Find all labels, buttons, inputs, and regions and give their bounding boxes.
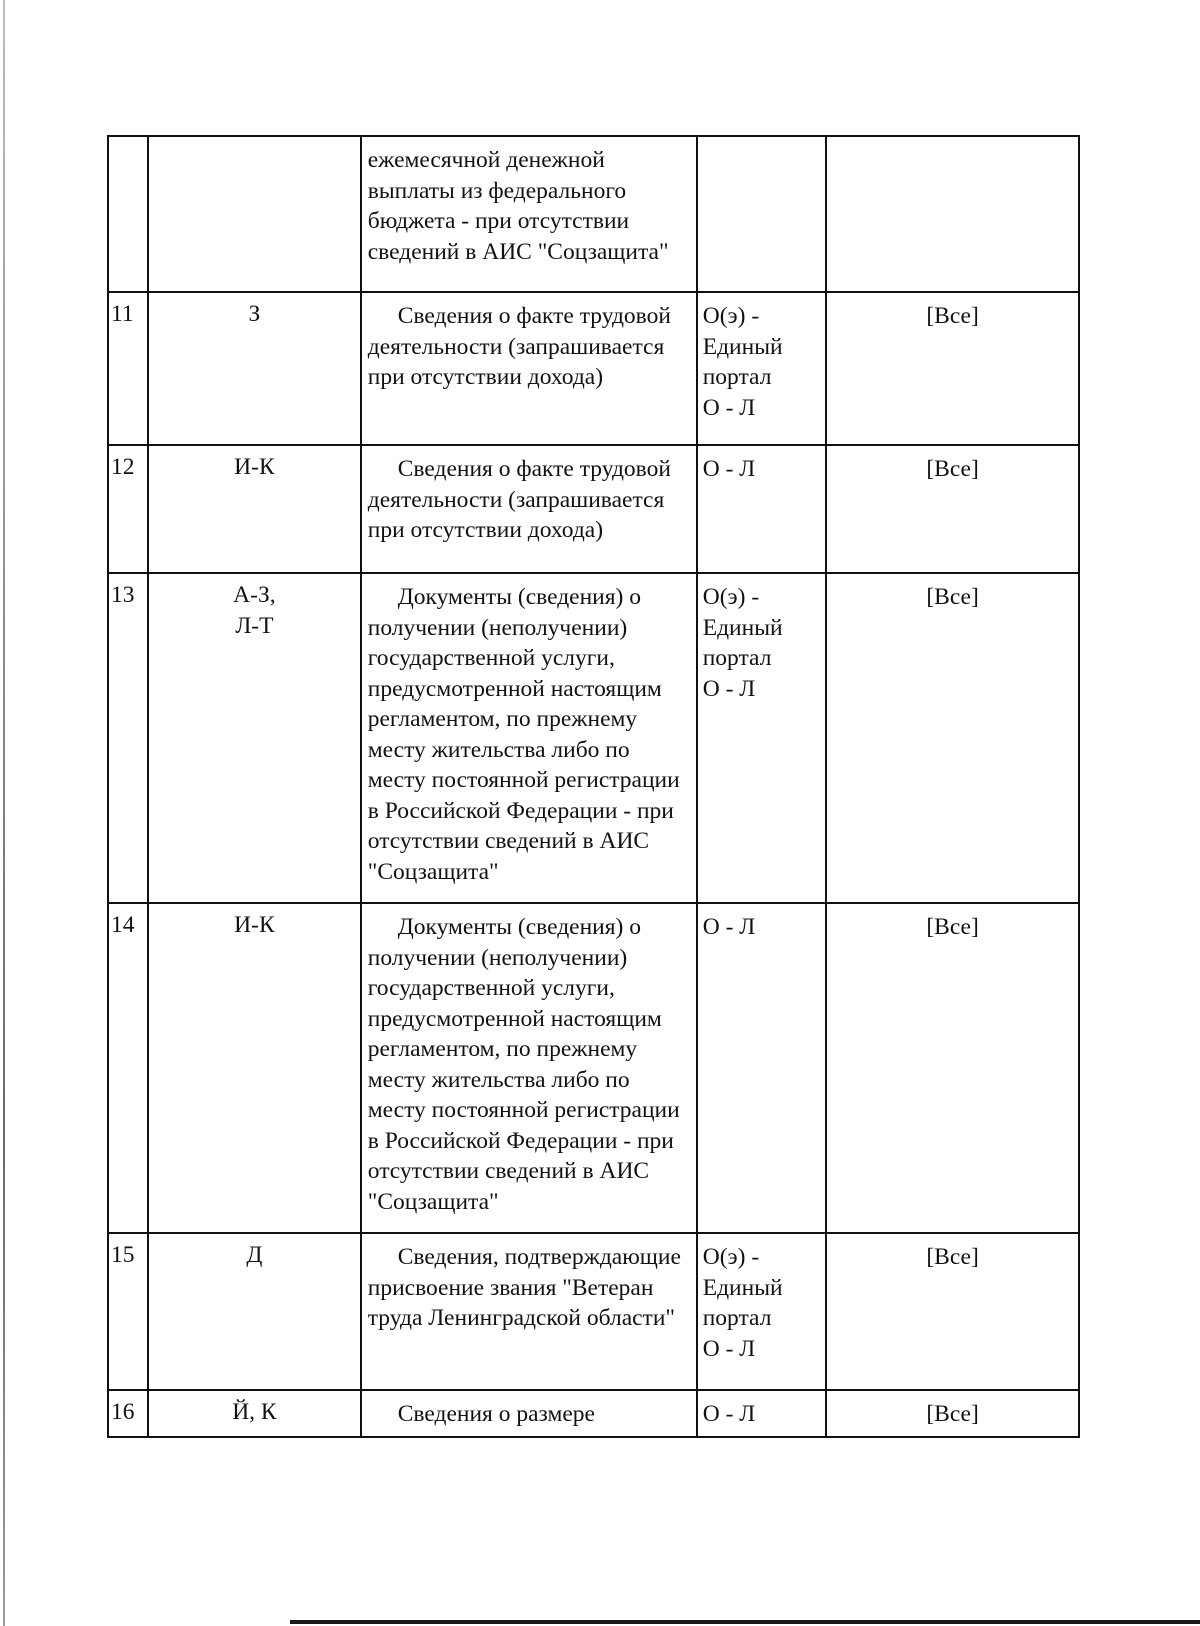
document-description: Сведения о размере <box>397 1401 595 1427</box>
document-description-cell <box>361 573 697 903</box>
submission-method-line: О - Л <box>702 1335 756 1362</box>
page-left-edge <box>3 0 5 1626</box>
submission-method-line: Единый <box>702 333 783 360</box>
row-number: 13 <box>108 573 148 903</box>
document-description-cell <box>361 292 697 445</box>
table-body <box>108 136 1079 1437</box>
applicant-group-line: И-К <box>234 454 275 480</box>
applicant-group-line: А-З, <box>233 582 276 608</box>
category-cell <box>826 136 1079 292</box>
applicant-group-line: И-К <box>234 912 275 938</box>
submission-method-line: О - Л <box>702 1401 756 1427</box>
submission-method-cell <box>697 1390 826 1437</box>
applicant-group-line: Й, К <box>232 1399 277 1425</box>
applicant-group-cell <box>148 573 361 903</box>
document-description: Документы (сведения) о получении (неполучении) государственной услуги, предусмотренной настоящим регламентом, по прежнему месту жительства либо по месту постоянной регистрации в Российской Федерации - при отсутствии сведений в АИС "Соцзащита" <box>367 914 680 1215</box>
applicant-group-cell <box>148 1233 361 1390</box>
row-number: 11 <box>108 292 148 445</box>
table-row <box>108 136 1079 292</box>
submission-method-cell <box>697 903 826 1233</box>
category-cell: [Все] <box>826 1233 1079 1390</box>
row-number: 15 <box>108 1233 148 1390</box>
requirements-table <box>107 135 1080 1438</box>
category-cell: [Все] <box>826 445 1079 573</box>
submission-method-line: О - Л <box>702 675 756 702</box>
applicant-group-cell <box>148 292 361 445</box>
table-row <box>108 1233 1079 1390</box>
row-number <box>108 136 148 292</box>
category-cell: [Все] <box>826 903 1079 1233</box>
page-bottom-edge <box>290 1620 1200 1624</box>
applicant-group-cell <box>148 136 361 292</box>
category-cell: [Все] <box>826 1390 1079 1437</box>
submission-method-line: портал <box>702 1305 772 1331</box>
submission-method-line: О - Л <box>702 914 756 940</box>
table-row <box>108 292 1079 445</box>
category-cell: [Все] <box>826 292 1079 445</box>
row-number: 16 <box>108 1390 148 1437</box>
applicant-group-cell <box>148 1390 361 1437</box>
submission-method-line: Единый <box>702 614 783 641</box>
table-row <box>108 573 1079 903</box>
submission-method-line: портал <box>702 645 772 671</box>
submission-method-line: О(э) - <box>702 584 760 610</box>
table-row <box>108 903 1079 1233</box>
applicant-group-line: Д <box>246 1242 263 1268</box>
applicant-group-line: З <box>248 301 261 327</box>
submission-method-line: О(э) - <box>702 303 760 329</box>
document-description: Сведения о факте трудовой деятельности (запрашивается при отсутствии дохода) <box>367 456 671 543</box>
document-description: Документы (сведения) о получении (неполучении) государственной услуги, предусмотренной настоящим регламентом, по прежнему месту жительства либо по месту постоянной регистрации в Российской Федерации - при отсутствии сведений в АИС "Соцзащита" <box>367 584 680 885</box>
document-description: Сведения, подтверждающие присвоение звания "Ветеран труда Ленинградской области" <box>367 1244 681 1331</box>
row-number: 12 <box>108 445 148 573</box>
submission-method-cell <box>697 1233 826 1390</box>
table-row <box>108 1390 1079 1437</box>
submission-method-line: портал <box>702 364 772 390</box>
document-description: ежемесячной денежной выплаты из федерального бюджета - при отсутствии сведений в АИС "Соцзащита" <box>367 147 669 265</box>
applicant-group-cell <box>148 445 361 573</box>
document-description: Сведения о факте трудовой деятельности (запрашивается при отсутствии дохода) <box>367 303 671 390</box>
applicant-group-cell <box>148 903 361 1233</box>
submission-method-line: О - Л <box>702 456 756 482</box>
submission-method-cell <box>697 573 826 903</box>
submission-method-line: О - Л <box>702 394 756 421</box>
applicant-group-line: Л-Т <box>235 612 274 639</box>
submission-method-cell <box>697 445 826 573</box>
document-description-cell <box>361 1390 697 1437</box>
submission-method-line: О(э) - <box>702 1244 760 1270</box>
document-description-cell <box>361 1233 697 1390</box>
row-number: 14 <box>108 903 148 1233</box>
submission-method-cell <box>697 292 826 445</box>
document-description-cell <box>361 445 697 573</box>
document-description-cell <box>361 903 697 1233</box>
document-description-cell <box>361 136 697 292</box>
table-row <box>108 445 1079 573</box>
submission-method-cell <box>697 136 826 292</box>
category-cell: [Все] <box>826 573 1079 903</box>
submission-method-line: Единый <box>702 1274 783 1301</box>
